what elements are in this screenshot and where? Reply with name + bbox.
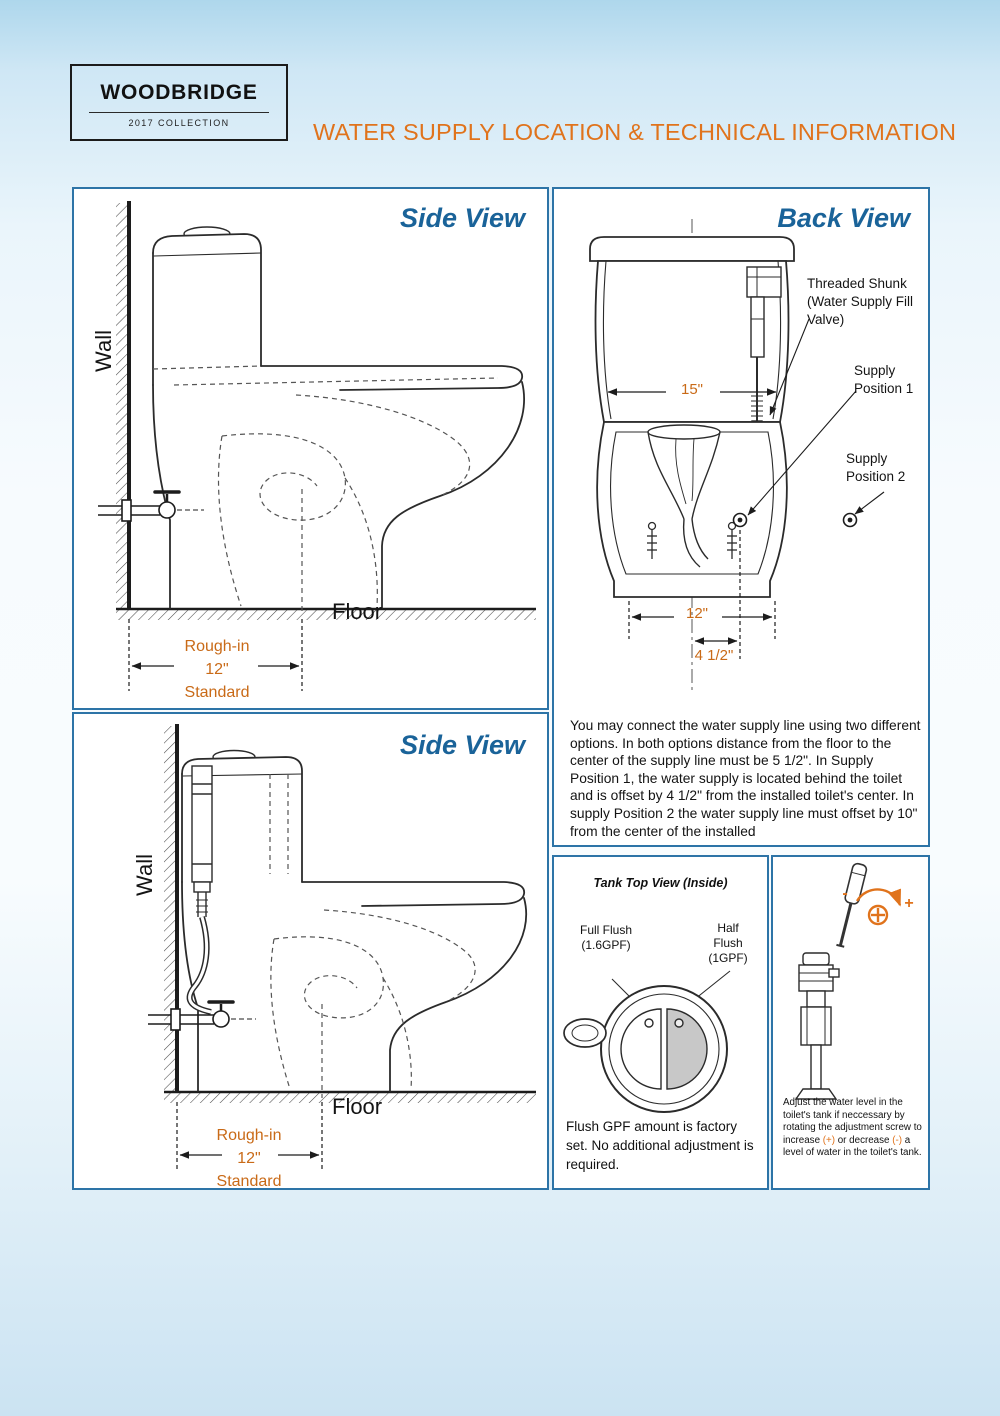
minus-sign: - xyxy=(842,885,848,902)
tank-top-view-title: Tank Top View (Inside) xyxy=(593,876,728,890)
panel-side-view-top xyxy=(72,187,549,710)
side-view-bottom-drawing xyxy=(74,714,547,1188)
toilet-outline xyxy=(182,751,526,1092)
supply-position-2-label: Supply Position 2 xyxy=(846,451,906,484)
panel-back-view xyxy=(552,187,930,847)
view-title-back: Back View xyxy=(777,203,910,233)
offset-dim: 4 1/2" xyxy=(694,647,734,664)
rough-in-label xyxy=(189,1124,309,1193)
floor-label: Floor xyxy=(332,1094,383,1119)
fill-valve-icon xyxy=(796,953,839,1099)
toilet-outline xyxy=(153,227,524,608)
rotation-arrow-icon xyxy=(857,889,900,924)
rough-in-line1: Rough-in xyxy=(184,638,250,655)
view-title-side-bottom: Side View xyxy=(399,730,525,760)
brand-name: WOODBRIDGE xyxy=(100,81,258,104)
base-width-dim: 12" xyxy=(685,605,708,622)
wall-label: Wall xyxy=(132,854,157,896)
rough-in-line1: Rough-in xyxy=(216,1127,282,1144)
fill-valve-and-shank xyxy=(192,766,212,917)
adjustment-note-part1: Adjust the water level in the toilet's tank if neccessary by rotating the adjustment screw to increase xyxy=(783,1097,922,1146)
supply-hose xyxy=(190,917,211,1012)
floor-hatch xyxy=(116,609,536,620)
brand-logo xyxy=(70,64,288,141)
panel-tank-top-view xyxy=(552,855,769,1190)
panel-side-view-bottom xyxy=(72,712,549,1190)
plus-sign: + xyxy=(904,895,914,912)
half-flush-label: Half Flush (1GPF) xyxy=(708,921,748,965)
adjustment-note-plus: (+) xyxy=(822,1134,836,1146)
tank-lid-circles xyxy=(601,986,727,1112)
full-flush-label: Full Flush (1.6GPF) xyxy=(580,923,633,952)
supply-position-1-label: Supply Position 1 xyxy=(854,363,914,396)
back-view-description: You may connect the water supply line using two different options. In both options distance from the floor to the center of the supply line must be 5 1/2". In Supply Position 1, the water supply is located behind the toilet and is offset by 4 1/2" from the installed toilet's center. In supply Position 2 the water supply line must offset by 10" from the center of the installed xyxy=(570,718,921,839)
rough-in-label xyxy=(157,635,277,704)
wall-label: Wall xyxy=(91,330,116,372)
toilet-internals-dashed xyxy=(153,366,498,613)
adjustment-note-part2: or decrease xyxy=(835,1134,893,1146)
flush-button xyxy=(564,1019,606,1047)
tank-width-dim: 15" xyxy=(680,381,703,398)
adjustment-note-part3: a level of water in the toilet's tank. xyxy=(783,1134,922,1158)
brand-collection: 2017 COLLECTION xyxy=(128,118,230,128)
wall-hatch xyxy=(164,724,177,1092)
panel-adjustment xyxy=(771,855,930,1190)
floor-label: Floor xyxy=(332,599,383,624)
rough-in-dim: 12" xyxy=(205,661,229,678)
supply-valve xyxy=(98,492,204,521)
rough-in-line2: Standard xyxy=(216,1173,282,1190)
threaded-shunk-label: Threaded Shunk (Water Supply Fill Valve) xyxy=(807,276,914,327)
side-view-top-drawing xyxy=(74,189,547,708)
screwdriver-icon xyxy=(834,863,868,948)
adjustment-note-minus: (-) xyxy=(892,1134,902,1146)
rough-in-line2: Standard xyxy=(184,684,250,701)
adjustment-note xyxy=(783,1097,925,1160)
rough-in-dim: 12" xyxy=(237,1150,261,1167)
flush-gpf-note: Flush GPF amount is factory set. No additional adjustment is required. xyxy=(566,1119,754,1172)
wall-hatch xyxy=(116,201,129,609)
view-title-side-top: Side View xyxy=(399,203,525,233)
brand-divider xyxy=(89,112,269,113)
page-title: WATER SUPPLY LOCATION & TECHNICAL INFORMATION xyxy=(313,119,957,145)
body-cutaway xyxy=(597,422,787,597)
